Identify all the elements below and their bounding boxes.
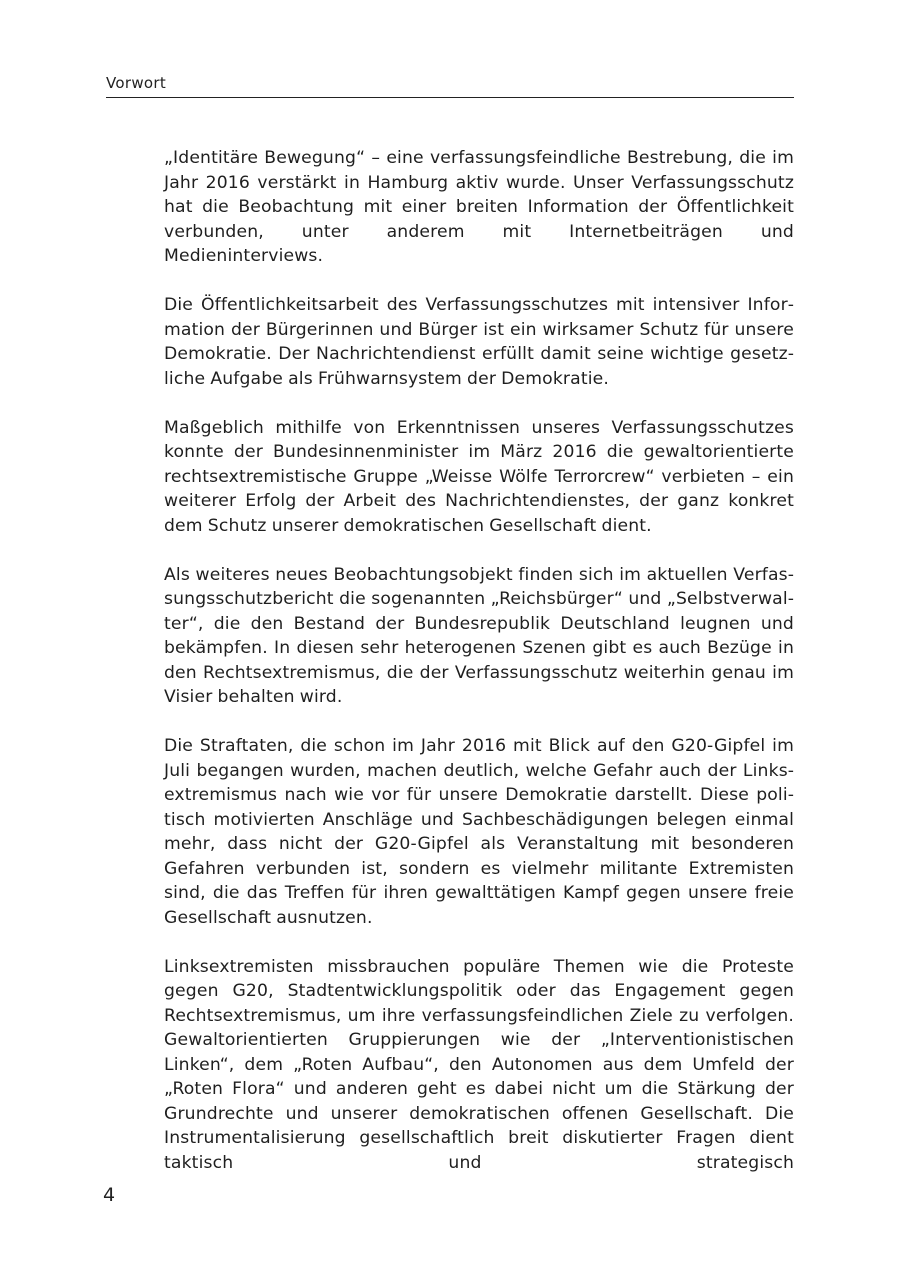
paragraph-3: Maßgeblich mithilfe von Erkenntnissen unseres Verfassungsschutzes konnte der Bundesinnenminister im März 2016 die gewaltorientierte rechtsextremistische Gruppe „Weisse Wölfe Terrorcrew“ verbieten – ein weiterer Erfolg der Arbeit des Nachrichtendienstes, der ganz konkret dem Schutz unserer demokratischen Gesellschaft dient. <box>164 417 794 536</box>
paragraph-2: Die Öffentlichkeitsarbeit des Verfassungsschutzes mit intensiver Information der Bürgerinnen und Bürger ist ein wirksamer Schutz für unsere Demokratie. Der Nachrichtendienst erfüllt damit seine wichtige gesetzliche Aufgabe als Frühwarnsystem der Demokratie. <box>164 295 794 389</box>
paragraph-1: „Identitäre Bewegung“ – eine verfassungsfeindliche Bestrebung, die im Jahr 2016 verstärkt in Hamburg aktiv wurde. Unser Verfassungsschutz hat die Beobachtung mit einer breiten Information der Öffentlichkeit verbunden, unter anderem mit Internetbeiträgen und Medieninterviews. <box>164 148 794 266</box>
paragraph-6: Linksextremisten missbrauchen populäre Themen wie die Proteste gegen G20, Stadtentwicklungspolitik oder das Engagement gegen Rechtsextremismus, um ihre verfassungsfeindlichen Ziele zu verfolgen. Gewaltorientierten Gruppierungen wie der „Interventionistischen Linken“, dem „Roten Aufbau“, den Autonomen aus dem Umfeld der „Roten Flora“ und anderen geht es dabei nicht um die Stärkung der Grundrechte und unserer demokratischen offenen Gesellschaft. Die Instrumentalisierung gesellschaftlich breit diskutierter Fragen dient taktisch und strategisch <box>164 956 794 1173</box>
header-rule <box>106 97 794 98</box>
paragraph-4: Als weiteres neues Beobachtungsobjekt finden sich im aktuellen Verfassungsschutzbericht die sogenannten „Reichsbürger“ und „Selbstverwalter“, die den Bestand der Bundesrepublik Deutschland leugnen und bekämpfen. In diesen sehr heterogenen Szenen gibt es auch Bezüge in den Rechtsextremismus, die der Verfassungsschutz weiterhin genau im Visier behalten wird. <box>164 564 794 707</box>
paragraph-5: Die Straftaten, die schon im Jahr 2016 mit Blick auf den G20-Gipfel im Juli begangen wurden, machen deutlich, welche Gefahr auch der Linksextremismus nach wie vor für unsere Demokratie darstellt. Diese politisch motivierten Anschläge und Sachbeschädigungen belegen einmal mehr, dass nicht der G20-Gipfel als Veranstaltung mit besonderen Gefahren verbunden ist, sondern es vielmehr militante Extremisten sind, die das Treffen für ihren gewalttätigen Kampf gegen unsere freie Gesellschaft ausnutzen. <box>164 736 794 928</box>
page-number: 4 <box>103 1184 116 1206</box>
running-header-title: Vorwort <box>106 74 167 92</box>
body-text <box>164 146 794 1175</box>
